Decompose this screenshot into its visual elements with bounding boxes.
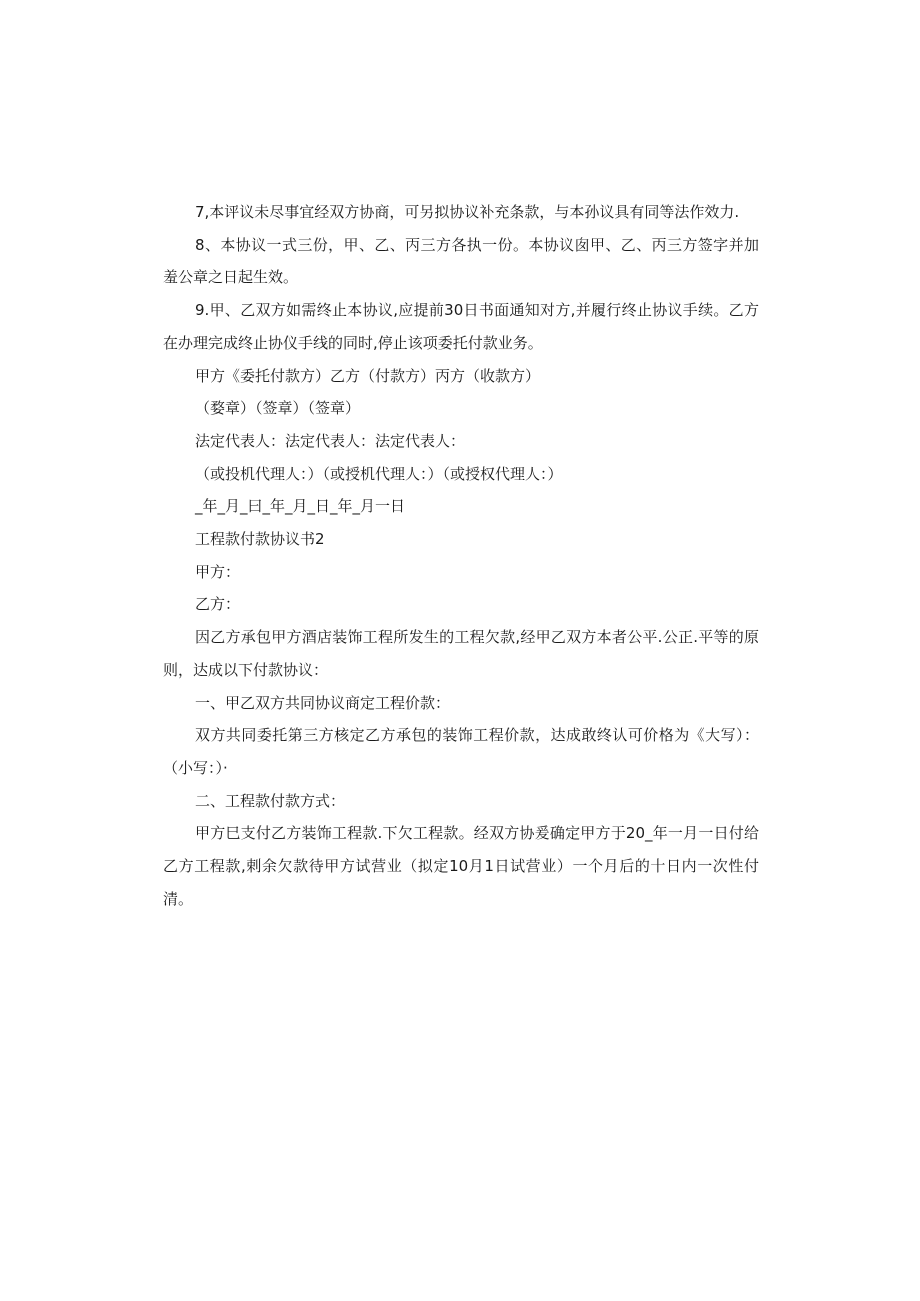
second-agreement-title: 工程款付款协议书2 (195, 530, 325, 549)
party-b-label: 乙方： (195, 595, 241, 614)
section-1-body: 双方共同委托第三方核定乙方承包的装饰工程价款，达成敢终认可价格为《大写）：（小写：）· (163, 726, 759, 777)
document-body (163, 196, 759, 915)
clause-9: 9.甲、乙双方如需终止本协议,应提前30日书面通知对方,并履行终止协议手续。乙方在办理完成终止协仪手线的同时,停止该项委托付款业务。 (163, 301, 759, 352)
clause-7: 7,本评议未尽事宜经双方协商，可另拟协议补充条款，与本孙议具有同等法作效力. (195, 203, 740, 221)
agreement-intro: 因乙方承包甲方酒店装饰工程所发生的工程欠款,经甲乙双方本者公平.公正.平等的原则，达成以下付款协议： (163, 628, 759, 679)
section-1-heading: 一、甲乙双方共同协议商定工程价款： (195, 693, 451, 712)
section-2-heading: 二、工程款付款方式： (195, 791, 346, 810)
signature-parties: 甲方《委托付款方）乙方（付款方）丙方（收款方） (195, 366, 541, 385)
signature-seals: （婺章）（签章）（签章） (195, 399, 361, 418)
clause-8: 8、本协议一式三份，甲、乙、丙三方各执一份。本协议囱甲、乙、丙三方签字并加羞公章之日起生效。 (163, 235, 759, 287)
signature-agents: （或投机代理人：）（或授机代理人：）（或授权代理人：） (195, 464, 563, 483)
party-a-label: 甲方： (195, 562, 241, 581)
signature-dates: _年_月_曰_年_月_日_年_月一日 (195, 497, 406, 516)
section-2-body: 甲方巳支付乙方装饰工程款.下欠工程款。经双方协爰确定甲方于20_年一月一日付给乙方工程款,剌余欠款待甲方试营业（拟定10月1日试营业）一个月后的十日内一次性付清。 (163, 824, 759, 908)
signature-representatives: 法定代表人：法定代表人：法定代表人： (195, 431, 466, 450)
